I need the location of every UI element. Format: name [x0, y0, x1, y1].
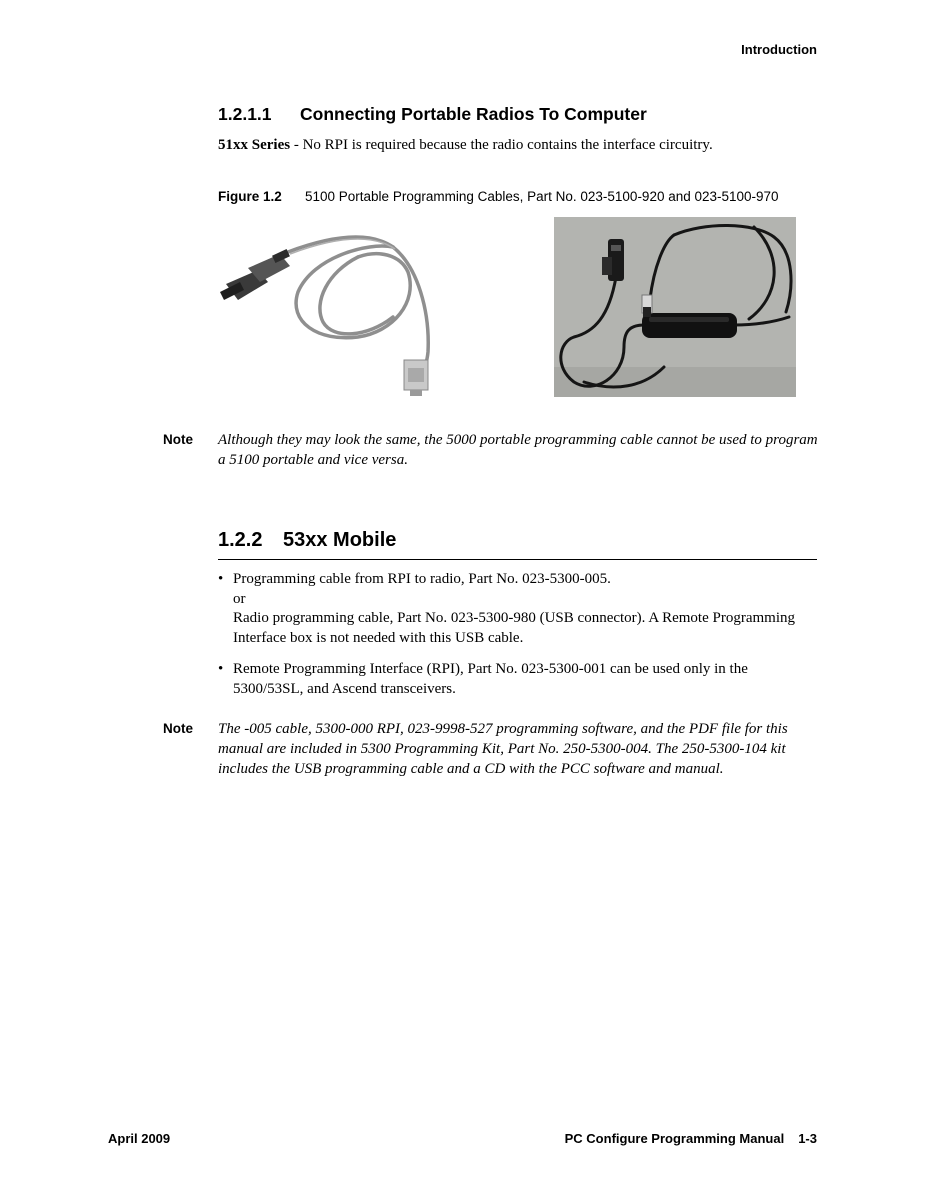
footer-manual: [565, 1131, 817, 1146]
series-paragraph: [218, 137, 818, 154]
list-item-line: Radio programming cable, Part No. 023-5300-980 (USB connector). A Remote Programming Interface box is not needed with this USB cable.: [233, 610, 795, 646]
note-text: Although they may look the same, the 5000 portable programming cable cannot be used to program a 5100 portable and vice versa.: [218, 432, 818, 468]
series-text: - No RPI is required because the radio contains the interface circuitry.: [290, 137, 713, 153]
note-text: The -005 cable, 5300-000 RPI, 023-9998-527 programming software, and the PDF file for this manual are included in 5300 Programming Kit, Part No. 250-5300-004. The 250-5300-104 kit includes the USB programming cable and a CD with the PCC software and manual.: [218, 721, 788, 777]
list-item: [218, 570, 818, 648]
cable-photo-970: [554, 217, 796, 397]
section-number: 1.2.1.1: [218, 104, 272, 124]
note-label: Note: [163, 432, 193, 447]
figure-caption-text: 5100 Portable Programming Cables, Part No. 023-5100-920 and 023-5100-970: [305, 189, 779, 204]
footer-manual-title: PC Configure Programming Manual: [564, 1131, 785, 1146]
note-label: Note: [163, 721, 193, 736]
list-item-or: or: [233, 590, 246, 607]
running-header: Introduction: [741, 42, 817, 57]
bullet-icon: •: [218, 571, 224, 587]
section-number: 1.2.2: [218, 529, 263, 551]
cable-list: [218, 570, 818, 711]
cable-photo-920: [218, 222, 452, 400]
section-title: Connecting Portable Radios To Computer: [300, 104, 647, 124]
page-number: 1-3: [798, 1131, 817, 1146]
footer-date: April 2009: [108, 1131, 171, 1146]
figure-caption: [218, 189, 779, 204]
figure-label: Figure 1.2: [218, 189, 282, 204]
section-heading-1-2-1-1: [218, 104, 647, 125]
section-heading-1-2-2: [218, 529, 817, 560]
list-item-line: Programming cable from RPI to radio, Part No. 023-5300-005.: [233, 571, 611, 587]
bullet-icon: •: [218, 661, 224, 677]
list-item-line: Remote Programming Interface (RPI), Part No. 023-5300-001 can be used only in the 5300/53SL, and Ascend transceivers.: [233, 661, 748, 697]
list-item: [218, 660, 818, 699]
series-lead: 51xx Series: [218, 137, 291, 153]
section-title: 53xx Mobile: [283, 529, 397, 551]
